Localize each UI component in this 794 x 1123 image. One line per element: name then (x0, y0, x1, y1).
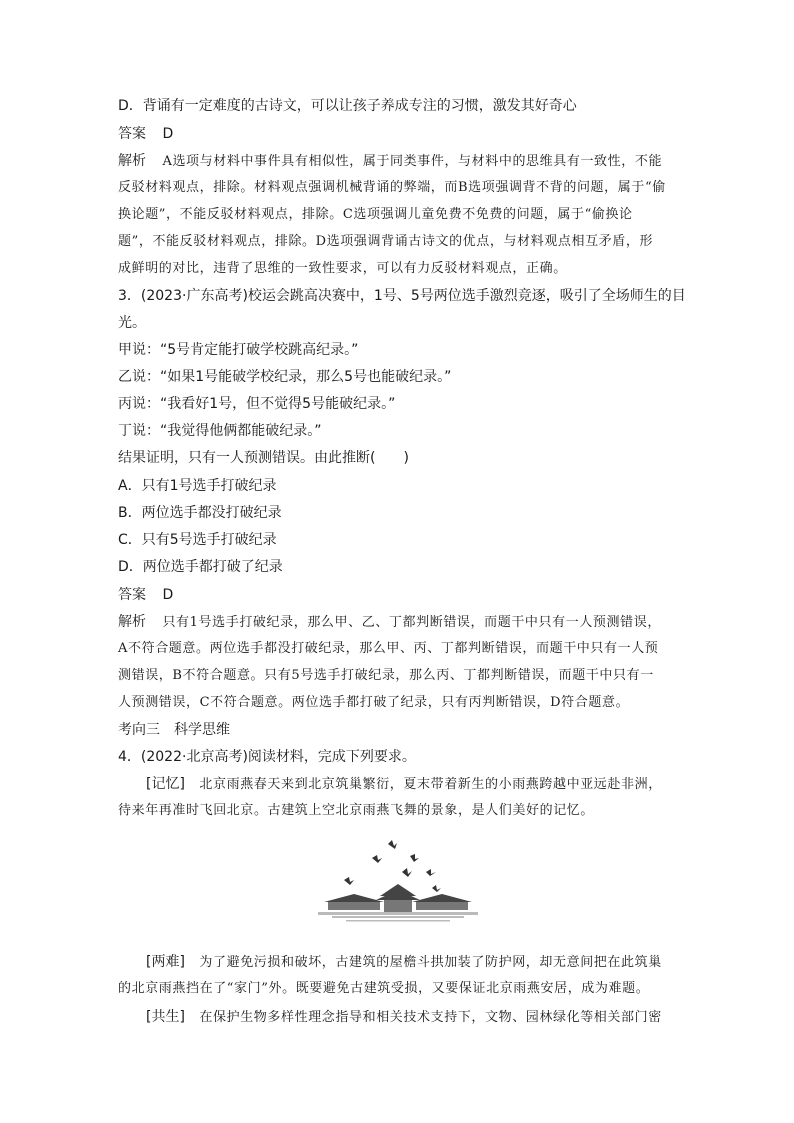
analysis-text: 只有1号选手打破纪录，那么甲、乙、丁都判断错误，而题干中只有一人预测错误， (162, 615, 661, 630)
dilemma-text: 为了避免污损和破坏，古建筑的屋檐斗拱加装了防护网，却无意间把在此筑巢 (199, 955, 662, 970)
q3-option-d: D．两位选手都打破了纪录 (118, 559, 283, 575)
q2-analysis-line-3: 换论题”，不能反驳材料观点，排除。C选项强调儿童免费不免费的问题，属于“偷换论 (118, 207, 633, 222)
q4-dilemma-line-1 (146, 952, 676, 973)
q2-analysis-line-1 (118, 151, 678, 172)
memory-text: 北京雨燕春天来到北京筑巢繁衍，夏末带着新生的小雨燕跨越中亚远赴非洲， (199, 777, 662, 792)
q4-coexist-line-1 (146, 1007, 676, 1028)
analysis-label: 解析 (118, 614, 146, 630)
analysis-text: A选项与材料中事件具有相似性，属于同类事件，与材料中的思维具有一致性，不能 (162, 154, 663, 169)
q4-memory-line-1 (146, 774, 676, 795)
q3-analysis-line-2: A不符合题意。两位选手都没打破纪录，那么甲、丙、丁都判断错误，而题干中只有一人预 (118, 641, 659, 656)
memory-label: [记忆] (146, 776, 185, 792)
q3-option-b: B．两位选手都没打破纪录 (118, 505, 282, 521)
q3-analysis-line-3: 测错误，B不符合题意。只有5号选手打破纪录，那么丙、丁都判断错误，而题干中只有一 (118, 668, 654, 683)
dilemma-label: [两难] (146, 954, 185, 970)
answer-label: 答案 (118, 587, 146, 603)
q3-analysis-line-4: 人预测错误，C不符合题意。两位选手都打破了纪录，只有丙判断错误，D符合题意。 (118, 695, 630, 710)
q3-statement-yi: 乙说：“如果1号能破学校纪录，那么5号也能破纪录。” (118, 369, 452, 385)
q2-analysis-line-4: 题”，不能反驳材料观点，排除。D选项强调背诵古诗文的优点，与材料观点相互矛盾，形 (118, 234, 654, 249)
answer-value: D (162, 126, 174, 142)
q3-statement-bing: 丙说：“我看好1号，但不觉得5号能破纪录。” (118, 396, 396, 412)
answer-label: 答案 (118, 126, 146, 142)
swifts-over-building-illustration (318, 836, 478, 926)
q2-option-d: D．背诵有一定难度的古诗文，可以让孩子养成专注的习惯，激发其好奇心 (118, 98, 577, 114)
q3-statement-ding: 丁说：“我觉得他俩都能破纪录。” (118, 423, 322, 439)
q3-answer (118, 585, 678, 605)
analysis-label: 解析 (118, 153, 146, 169)
q2-analysis-line-2: 反驳材料观点，排除。材料观点强调机械背诵的弊端，而B选项强调背不背的问题，属于“偷 (118, 180, 666, 195)
q4-dilemma-line-2: 的北京雨燕挡在了“家门”外。既要避免古建筑受损，又要保证北京雨燕安居，成为难题。 (118, 981, 650, 996)
q3-prompt: 结果证明，只有一人预测错误。由此推断( ) (118, 450, 409, 466)
q3-option-a: A．只有1号选手打破纪录 (118, 478, 277, 494)
section-title: 考向三 科学思维 (118, 722, 230, 738)
q4-memory-line-2: 待来年再准时飞回北京。古建筑上空北京雨燕飞舞的景象，是人们美好的记忆。 (118, 803, 595, 818)
q3-analysis-line-1 (118, 612, 678, 633)
q3-stem-line-2: 光。 (118, 315, 146, 331)
coexist-label: [共生] (146, 1009, 185, 1025)
q2-analysis-line-5: 成鲜明的对比，违背了思维的一致性要求，可以有力反驳材料观点，正确。 (118, 261, 567, 276)
q3-statement-jia: 甲说：“5号肯定能打破学校跳高纪录。” (118, 342, 359, 358)
q4-stem: 4．(2022·北京高考)阅读材料，完成下列要求。 (118, 749, 416, 765)
q3-option-c: C．只有5号选手打破纪录 (118, 532, 277, 548)
answer-value: D (162, 587, 174, 603)
q2-answer (118, 124, 678, 144)
q3-stem-line-1: 3．(2023·广东高考)校运会跳高决赛中，1号、5号两位选手激烈竞逐，吸引了全场师生的目 (118, 288, 686, 304)
coexist-text: 在保护生物多样性理念指导和相关技术支持下，文物、园林绿化等相关部门密 (199, 1010, 662, 1025)
